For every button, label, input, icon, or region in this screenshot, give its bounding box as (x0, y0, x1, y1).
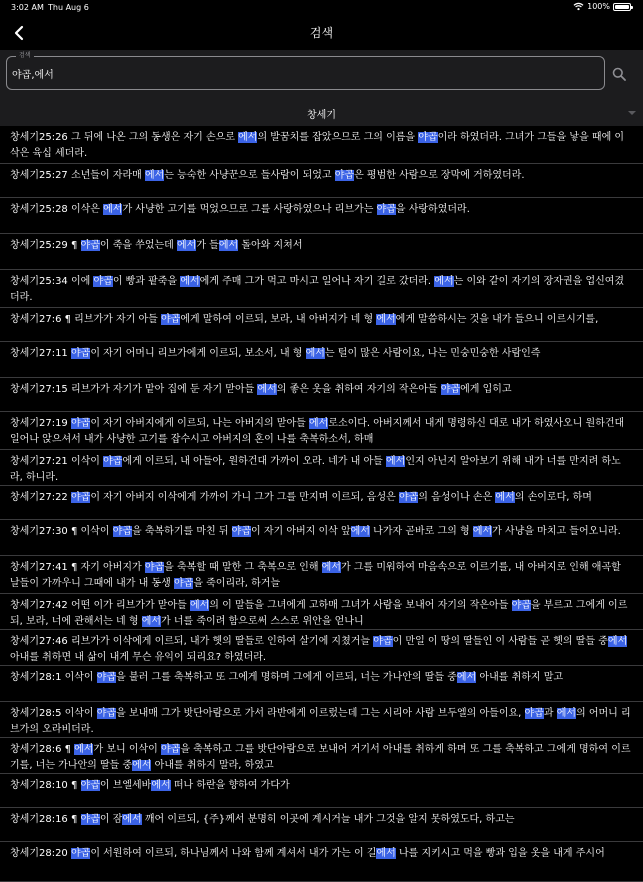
search-match-highlight: 에서 (74, 744, 94, 755)
search-match-highlight: 야곱 (144, 562, 165, 573)
search-match-highlight: 야곱 (334, 170, 355, 181)
search-match-highlight: 야곱 (231, 526, 251, 537)
result-item[interactable]: 창세기25:34 이에 야곱이 빵과 팥죽을 에서에게 주매 그가 먹고 마시고 일어나 자기 길로 갔더라. 에서는 이와 같이 자기의 장자권을 업신여겼더라. (0, 270, 643, 308)
search-match-highlight: 야곱 (440, 384, 461, 395)
search-match-highlight: 에서 (305, 348, 325, 359)
search-match-highlight: 야곱 (70, 418, 91, 429)
search-match-highlight: 에서 (189, 600, 210, 611)
result-item[interactable]: 창세기28:10 ¶ 야곱이 브엘세바에서 떠나 하란을 향하여 가다가 (0, 774, 643, 808)
search-match-highlight: 에서 (177, 240, 197, 251)
wifi-icon (573, 2, 584, 11)
result-item[interactable]: 창세기27:19 야곱이 자기 아버지에게 이르되, 나는 아버지의 맏아들 에서로소이다. 아버지께서 내게 명령하신 대로 내가 하였사오니 원하건대 일어나 앉으셔서 내가 사냥한 고기를 잡수시고 아버지의 혼이 나를 축복하소서, 하매 (0, 412, 643, 450)
status-right (573, 2, 631, 11)
status-date: Thu Aug 6 (48, 3, 89, 12)
result-item[interactable]: 창세기28:5 이삭이 야곱을 보내매 그가 밧단아람으로 가서 라반에게 이르렀는데 그는 시리아 사람 브두엘의 아들이요, 야곱과 에서의 어머니 리브가의 오라비더라. (0, 702, 643, 738)
battery-percent: 100% (587, 2, 610, 11)
results-list (0, 126, 643, 858)
search-match-highlight: 야곱 (103, 456, 123, 467)
search-bar (0, 50, 643, 98)
search-match-highlight: 에서 (141, 616, 162, 627)
result-item[interactable]: 창세기25:28 이삭은 에서가 사냥한 고기를 먹었으므로 그를 사랑하였으나 리브가는 야곱을 사랑하였더라. (0, 198, 643, 234)
search-match-highlight: 야곱 (96, 708, 117, 719)
search-match-highlight: 에서 (132, 760, 152, 771)
search-match-highlight: 야곱 (524, 708, 544, 719)
search-match-highlight: 에서 (350, 526, 370, 537)
result-item[interactable]: 창세기28:1 이삭이 야곱을 불러 그를 축복하고 또 그에게 명하며 그에게 이르되, 너는 가나안의 딸들 중에서 아내를 취하지 말고 (0, 666, 643, 702)
battery-icon (613, 3, 631, 11)
search-match-highlight: 에서 (434, 276, 454, 287)
search-match-highlight: 야곱 (70, 492, 91, 503)
search-match-highlight: 야곱 (80, 240, 100, 251)
result-item[interactable]: 창세기27:6 ¶ 리브가가 자기 아들 야곱에게 말하여 이르되, 보라, 내 아버지가 네 형 에서에게 말씀하시는 것을 내가 들으니 이르시기를, (0, 308, 643, 342)
search-input[interactable] (12, 63, 572, 83)
search-match-highlight: 야곱 (373, 636, 393, 647)
dropdown-caret-icon (628, 111, 636, 115)
search-match-highlight: 야곱 (160, 744, 181, 755)
status-time: 3:02 AM (11, 3, 44, 12)
result-item[interactable]: 창세기27:21 이삭이 야곱에게 이르되, 내 아들아, 원하건대 가까이 오라. 네가 내 아들 에서인지 아닌지 알아보기 위해 내가 너를 만지려 하노라, 하니라. (0, 450, 643, 486)
search-match-highlight: 에서 (376, 848, 396, 859)
page-title: 검색 (309, 26, 334, 40)
search-match-highlight: 에서 (456, 672, 477, 683)
result-item[interactable]: 창세기25:29 ¶ 야곱이 죽을 쑤었는데 에서가 들에서 돌아와 지쳐서 (0, 234, 643, 270)
search-match-highlight: 에서 (321, 562, 341, 573)
search-match-highlight: 야곱 (160, 314, 181, 325)
search-match-highlight: 야곱 (80, 814, 100, 825)
search-match-highlight: 에서 (308, 418, 329, 429)
search-match-highlight: 야곱 (511, 600, 531, 611)
search-match-highlight: 에서 (495, 492, 515, 503)
result-item[interactable]: 창세기28:16 ¶ 야곱이 잠에서 깨어 이르되, {주}께서 분명히 이곳에 계시거늘 내가 그것을 알지 못하였도다, 하고는 (0, 808, 643, 842)
status-bar (0, 0, 643, 16)
search-match-highlight: 에서 (376, 314, 396, 325)
book-selector-label: 창세기 (307, 110, 336, 121)
result-item[interactable]: 창세기27:22 야곱이 자기 아버지 이삭에게 가까이 가니 그가 그를 만지며 이르되, 음성은 야곱의 음성이나 손은 에서의 손이로다, 하며 (0, 486, 643, 520)
search-match-highlight: 에서 (151, 780, 171, 791)
search-match-highlight: 야곱 (70, 848, 91, 859)
search-match-highlight: 야곱 (93, 276, 113, 287)
search-field (6, 52, 605, 90)
search-match-highlight: 야곱 (112, 526, 133, 537)
search-match-highlight: 야곱 (398, 492, 419, 503)
result-item[interactable]: 창세기27:15 리브가가 자기가 맡아 집에 둔 자기 맏아들 에서의 좋은 옷을 취하여 자기의 작은아들 야곱에게 입히고 (0, 378, 643, 412)
search-match-highlight: 에서 (218, 240, 239, 251)
search-match-highlight: 야곱 (418, 132, 438, 143)
book-selector[interactable] (0, 98, 643, 126)
navigation-bar (0, 16, 643, 50)
search-caption: 검색 (16, 51, 34, 61)
search-match-highlight: 에서 (472, 526, 493, 537)
result-item[interactable]: 창세기27:41 ¶ 자기 아버지가 야곱을 축복할 때 말한 그 축복으로 인해 에서가 그를 미워하여 마음속으로 이르기를, 내 아버지로 인해 애곡할 날들이 가까우니 그때에 내가 내 동생 야곱을 죽이리라, 하거늘 (0, 556, 643, 594)
magnifier-icon (612, 67, 626, 81)
result-item[interactable]: 창세기27:30 ¶ 이삭이 야곱을 축복하기를 마친 뒤 야곱이 자기 아버지 이삭 앞에서 나가자 곧바로 그의 형 에서가 사냥을 마치고 들어오니라. (0, 520, 643, 556)
search-match-highlight: 에서 (180, 276, 200, 287)
search-button[interactable] (612, 66, 628, 82)
search-match-highlight: 에서 (144, 170, 165, 181)
result-item[interactable]: 창세기28:20 야곱이 서원하여 이르되, 하나님께서 나와 함께 계셔서 내가 가는 이 길에서 나를 지키시고 먹을 빵과 입을 옷을 내게 주시어 (0, 842, 643, 882)
search-match-highlight: 야곱 (173, 578, 194, 589)
search-match-highlight: 야곱 (96, 672, 117, 683)
result-item[interactable]: 창세기27:11 야곱이 자기 어머니 리브가에게 이르되, 보소서, 내 형 에서는 털이 많은 사람이요, 나는 민숭민숭한 사람인즉 (0, 342, 643, 378)
result-item[interactable]: 창세기25:27 소년들이 자라매 에서는 능숙한 사냥꾼으로 들사람이 되었고 야곱은 평범한 사람으로 장막에 거하였더라. (0, 164, 643, 198)
result-item[interactable]: 창세기27:46 리브가가 이삭에게 이르되, 내가 헷의 딸들로 인하여 살기에 지쳤거늘 야곱이 만일 이 땅의 딸들인 이 사람들 곧 헷의 딸들 중에서 아내를 취하면 내 삶이 내게 무슨 유익이 되리요? 하였더라. (0, 630, 643, 666)
search-match-highlight: 야곱 (376, 204, 396, 215)
search-match-highlight: 에서 (238, 132, 258, 143)
search-match-highlight: 에서 (607, 636, 628, 647)
search-match-highlight: 에서 (257, 384, 277, 395)
search-match-highlight: 에서 (556, 708, 577, 719)
search-match-highlight: 야곱 (70, 348, 91, 359)
result-item[interactable]: 창세기28:6 ¶ 에서가 보니 이삭이 야곱을 축복하고 그를 밧단아람으로 보내어 거기서 아내를 취하게 하며 또 그를 축복하고 그에게 명하여 이르기를, 너는 가나안의 딸들 중에서 아내를 취하지 말라, 하였고 (0, 738, 643, 774)
result-item[interactable]: 창세기25:26 그 뒤에 나온 그의 동생은 자기 손으로 에서의 발꿈치를 잡았으므로 그의 이름을 야곱이라 하였더라. 그녀가 그들을 낳을 때에 이삭은 육십 세더라. (0, 126, 643, 164)
result-item[interactable]: 창세기27:42 어떤 이가 리브가가 맏아들 에서의 이 말들을 그녀에게 고하매 그녀가 사람을 보내어 자기의 작은아들 야곱을 부르고 그에게 이르되, 보라, 너에 관해서는 네 형 에서가 너를 죽이려 함으로써 스스로 위안을 얻나니 (0, 594, 643, 630)
search-match-highlight: 에서 (385, 456, 406, 467)
search-match-highlight: 야곱 (80, 780, 100, 791)
search-match-highlight: 에서 (122, 814, 142, 825)
search-match-highlight: 에서 (103, 204, 123, 215)
